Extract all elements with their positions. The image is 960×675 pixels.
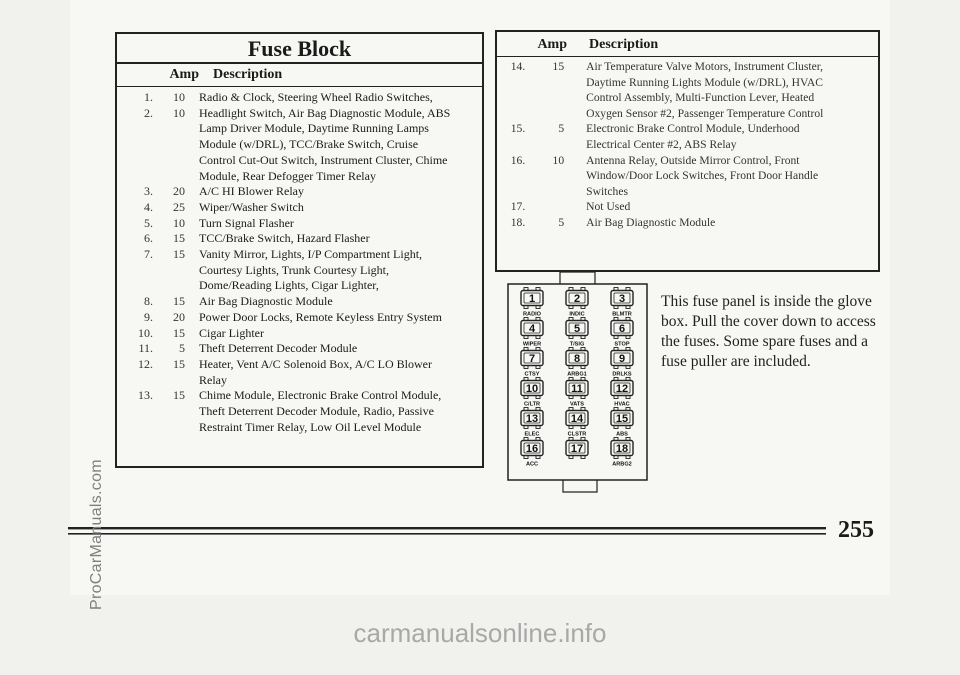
description-line: Electrical Center #2, ABS Relay bbox=[586, 137, 737, 151]
description-line: Air Bag Diagnostic Module bbox=[586, 215, 716, 229]
fuse-row bbox=[497, 199, 878, 215]
fuse-description bbox=[564, 153, 878, 200]
fuse-number-label: 12 bbox=[615, 383, 629, 396]
fuse-number: 10. bbox=[138, 325, 153, 340]
description-line: Headlight Switch, Air Bag Diagnostic Module, ABS bbox=[199, 105, 451, 120]
fuse-18 bbox=[611, 438, 633, 468]
fuse-amp: 20 bbox=[173, 309, 185, 324]
table-header bbox=[497, 32, 878, 57]
fuse-number-label: 13 bbox=[525, 413, 539, 426]
fuse-row bbox=[117, 310, 482, 326]
amp-column-header: Amp bbox=[537, 37, 567, 52]
description-line: A/C HI Blower Relay bbox=[199, 184, 304, 199]
fuse-number: 11. bbox=[138, 341, 153, 356]
fuse-circuit-label: CLSTR bbox=[567, 431, 587, 438]
fuse-1 bbox=[521, 288, 543, 318]
fuse-10 bbox=[521, 378, 543, 408]
fuse-number: 13. bbox=[138, 388, 153, 403]
fuse-row bbox=[497, 59, 878, 121]
fuse-row bbox=[117, 231, 482, 247]
fuse-row bbox=[117, 216, 482, 232]
fuse-panel-caption: This fuse panel is inside the glove box. Pull the cover down to access the fuses. Some spare fuses and a fuse puller are included. bbox=[661, 293, 876, 370]
fuse-11 bbox=[566, 378, 588, 408]
fuse-number-label: 8 bbox=[573, 353, 581, 366]
side-watermark: ProCarManuals.com bbox=[88, 459, 105, 610]
description-line: Lamp Driver Module, Daytime Running Lamps bbox=[199, 121, 429, 136]
description-line: Vanity Mirror, Lights, I/P Compartment Light, bbox=[199, 247, 423, 262]
fuse-amp: 10 bbox=[173, 215, 185, 230]
page-number: 255 bbox=[838, 517, 874, 543]
fuse-circuit-label: ELEC bbox=[524, 431, 540, 438]
fuse-circuit-label: INDIC bbox=[569, 311, 585, 318]
description-line: Module, Rear Defogger Timer Relay bbox=[199, 168, 376, 183]
fuse-circuit-label: HVAC bbox=[614, 401, 630, 408]
fuse-number: 6. bbox=[144, 231, 153, 246]
description-line: Window/Door Lock Switches, Front Door Handle bbox=[586, 169, 819, 183]
fuse-circuit-label: ACC bbox=[525, 461, 539, 468]
fuse-circuit-label: RADIO bbox=[522, 311, 542, 318]
fuse-number: 8. bbox=[144, 294, 153, 309]
fuse-number-label: 10 bbox=[525, 383, 539, 396]
fuse-row bbox=[497, 121, 878, 152]
fuse-13 bbox=[521, 408, 543, 438]
fuse-amp: 15 bbox=[173, 325, 185, 340]
panel-bottom-tab bbox=[563, 480, 597, 492]
fuse-description bbox=[185, 294, 471, 310]
fuse-description bbox=[564, 59, 878, 121]
fuse-block-table-continued bbox=[495, 30, 880, 272]
fuse-number-label: 3 bbox=[618, 293, 626, 306]
fuse-12 bbox=[611, 378, 633, 408]
fuse-row bbox=[117, 106, 482, 185]
panel-top-tab bbox=[560, 272, 595, 284]
fuse-number: 12. bbox=[138, 356, 153, 371]
fuse-description bbox=[564, 121, 878, 152]
fuse-block-table bbox=[115, 32, 484, 468]
fuse-circuit-label: C/LTR bbox=[523, 401, 541, 408]
fuse-rows bbox=[117, 87, 482, 435]
description-line: TCC/Brake Switch, Hazard Flasher bbox=[199, 231, 370, 246]
fuse-number: 4. bbox=[144, 199, 153, 214]
fuse-number: 1. bbox=[144, 90, 153, 104]
fuse-circuit-label: DRLKS bbox=[612, 371, 632, 378]
fuse-number: 18. bbox=[510, 215, 526, 229]
description-line: Relay bbox=[199, 372, 227, 387]
description-line: Theft Deterrent Decoder Module, Radio, Passive bbox=[199, 404, 434, 419]
fuse-row bbox=[117, 247, 482, 294]
fuse-number: 14. bbox=[510, 60, 526, 73]
description-line: Theft Deterrent Decoder Module bbox=[199, 341, 358, 356]
fuse-circuit-label: VATS bbox=[569, 401, 585, 408]
fuse-amp: 15 bbox=[173, 388, 185, 403]
fuse-description bbox=[564, 215, 878, 231]
fuse-circuit-label: STOP bbox=[614, 341, 630, 348]
description-line: Air Temperature Valve Motors, Instrument Cluster, bbox=[586, 60, 824, 73]
fuse-14 bbox=[566, 408, 588, 438]
fuse-number: 3. bbox=[144, 184, 153, 199]
fuse-description bbox=[185, 200, 471, 216]
fuse-amp: 10 bbox=[552, 153, 565, 167]
fuse-number-label: 9 bbox=[618, 353, 626, 366]
fuse-row bbox=[117, 326, 482, 342]
fuse-number: 5. bbox=[144, 215, 153, 230]
fuse-description bbox=[564, 199, 878, 215]
fuse-number-label: 15 bbox=[615, 413, 629, 426]
description-line: Courtesy Lights, Trunk Courtesy Light, bbox=[199, 262, 390, 277]
description-line: Electronic Brake Control Module, Underhood bbox=[586, 122, 800, 136]
description-line: Cigar Lighter bbox=[199, 325, 264, 340]
table-title: Fuse Block bbox=[117, 34, 482, 64]
fuse-number-label: 11 bbox=[571, 383, 583, 396]
fuse-number-label: 16 bbox=[525, 443, 539, 456]
fuse-number: 15. bbox=[510, 122, 526, 136]
fuse-amp bbox=[525, 199, 564, 215]
footer-watermark: carmanualsonline.info bbox=[353, 618, 607, 648]
fuse-number: 9. bbox=[144, 309, 153, 324]
fuse-circuit-label: WIPER bbox=[522, 341, 542, 348]
fuse-amp: 15 bbox=[173, 294, 185, 309]
fuse-description bbox=[185, 216, 471, 232]
fuse-7 bbox=[521, 348, 543, 378]
fuse-circuit-label: ARBG1 bbox=[567, 371, 587, 378]
fuse-amp: 15 bbox=[173, 247, 185, 262]
description-line: Restraint Timer Relay, Low Oil Level Module bbox=[199, 419, 422, 434]
fuse-amp: 5 bbox=[179, 341, 185, 356]
fuse-4 bbox=[521, 318, 543, 348]
fuse-description bbox=[185, 106, 471, 185]
description-line: Daytime Running Lights Module (w/DRL), HVAC bbox=[586, 75, 823, 89]
description-line: Wiper/Washer Switch bbox=[199, 199, 304, 214]
description-line: Control Cut-Out Switch, Instrument Cluster, Chime bbox=[199, 152, 448, 167]
description-line: Chime Module, Electronic Brake Control Module, bbox=[199, 388, 442, 403]
fuse-amp: 20 bbox=[173, 184, 185, 199]
fuse-number-label: 6 bbox=[618, 323, 626, 336]
fuse-6 bbox=[611, 318, 633, 348]
fuse-amp: 5 bbox=[558, 122, 565, 136]
fuse-circuit-label: T/SIG bbox=[569, 341, 585, 348]
description-line: Heater, Vent A/C Solenoid Box, A/C LO Blower bbox=[199, 356, 432, 371]
fuse-amp: 15 bbox=[173, 356, 185, 371]
footer-rule bbox=[68, 527, 826, 539]
fuse-5 bbox=[566, 318, 588, 348]
fuse-description bbox=[185, 326, 471, 342]
fuse-number-label: 2 bbox=[573, 293, 581, 306]
description-line: Switches bbox=[586, 184, 629, 198]
fuse-amp: 15 bbox=[173, 231, 185, 246]
fuse-number-label: 7 bbox=[528, 353, 536, 366]
fuse-number-label: 17 bbox=[570, 443, 584, 456]
description-line: Antenna Relay, Outside Mirror Control, Front bbox=[586, 153, 800, 167]
fuse-description bbox=[185, 247, 471, 294]
fuse-circuit-label: ARBG2 bbox=[612, 461, 632, 468]
fuse-row bbox=[117, 294, 482, 310]
fuse-17 bbox=[566, 438, 588, 459]
description-line: Power Door Locks, Remote Keyless Entry System bbox=[199, 309, 442, 324]
fuse-number-label: 4 bbox=[528, 323, 536, 336]
description-line: Radio & Clock, Steering Wheel Radio Switches, bbox=[199, 90, 433, 104]
fuse-16 bbox=[521, 438, 543, 468]
fuse-description bbox=[185, 90, 471, 106]
description-line: Module (w/DRL), TCC/Brake Switch, Cruise bbox=[199, 137, 419, 152]
fuse-description bbox=[185, 231, 471, 247]
fuse-rows bbox=[497, 57, 878, 231]
fuse-8 bbox=[566, 348, 588, 378]
description-line: Control Assembly, Multi-Function Lever, Heated bbox=[586, 91, 815, 105]
description-line: Air Bag Diagnostic Module bbox=[199, 294, 333, 309]
description-column-header: Description bbox=[213, 67, 283, 82]
description-line: Dome/Reading Lights, Cigar Lighter, bbox=[199, 278, 379, 293]
fuse-row bbox=[117, 200, 482, 216]
fuse-number: 16. bbox=[510, 153, 526, 167]
fuse-description bbox=[185, 184, 471, 200]
fuse-row bbox=[117, 90, 482, 106]
description-line: Turn Signal Flasher bbox=[199, 215, 294, 230]
fuse-panel-diagram bbox=[505, 270, 650, 496]
fuse-row bbox=[497, 153, 878, 200]
fuse-number-label: 14 bbox=[570, 413, 584, 426]
fuse-description bbox=[185, 310, 471, 326]
fuse-description bbox=[185, 357, 471, 388]
fuse-amp: 10 bbox=[173, 90, 185, 104]
fuse-circuit-label: BLMTR bbox=[612, 311, 632, 318]
fuse-row bbox=[117, 184, 482, 200]
fuse-circuit-label: CTSY bbox=[524, 371, 540, 378]
fuse-row bbox=[117, 341, 482, 357]
description-column-header: Description bbox=[589, 37, 659, 52]
fuse-2 bbox=[566, 288, 588, 318]
fuse-number: 17. bbox=[510, 200, 526, 214]
fuse-number-label: 1 bbox=[528, 293, 536, 306]
fuse-amp: 25 bbox=[173, 199, 185, 214]
table-header bbox=[117, 64, 482, 87]
fuse-row bbox=[117, 357, 482, 388]
fuse-number-label: 5 bbox=[573, 323, 581, 336]
fuse-row bbox=[117, 388, 482, 435]
fuse-amp: 5 bbox=[558, 215, 565, 229]
fuse-3 bbox=[611, 288, 633, 318]
fuse-row bbox=[497, 215, 878, 231]
fuse-circuit-label: ABS bbox=[616, 431, 628, 438]
fuse-15 bbox=[611, 408, 633, 438]
fuse-9 bbox=[611, 348, 633, 378]
amp-column-header: Amp bbox=[169, 67, 199, 82]
fuse-number-label: 18 bbox=[615, 443, 629, 456]
fuse-amp: 15 bbox=[552, 60, 565, 73]
fuse-grid bbox=[521, 288, 633, 468]
description-line: Oxygen Sensor #2, Passenger Temperature Control bbox=[586, 106, 824, 120]
fuse-amp: 10 bbox=[173, 105, 185, 120]
fuse-description bbox=[185, 388, 471, 435]
fuse-number: 7. bbox=[144, 247, 153, 262]
description-line: Not Used bbox=[586, 200, 631, 214]
fuse-number: 2. bbox=[144, 105, 153, 120]
fuse-description bbox=[185, 341, 471, 357]
